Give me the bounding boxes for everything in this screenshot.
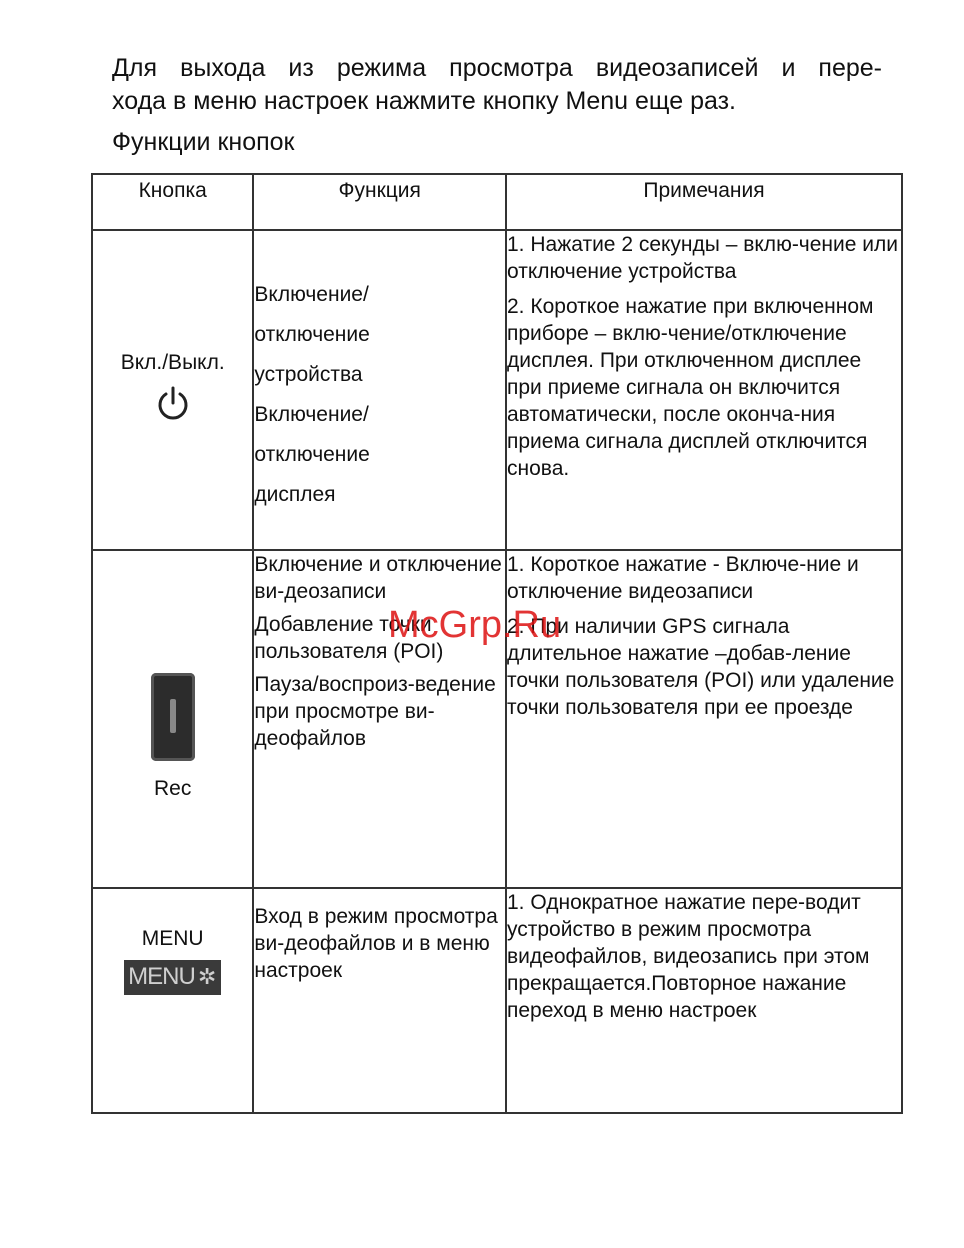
function-item: Вход в режим просмотра ви-деофайлов и в меню настроек bbox=[254, 905, 498, 982]
power-functions-cell bbox=[253, 230, 506, 550]
function-item: Пауза/воспроиз-ведение при просмотре ви-деофайлов bbox=[254, 673, 496, 750]
header-function: Функция bbox=[253, 174, 506, 230]
menu-notes-cell bbox=[506, 888, 902, 1113]
menu-badge-text: MENU bbox=[128, 963, 195, 990]
menu-functions-cell bbox=[253, 888, 506, 1113]
gear-icon: ✲ bbox=[197, 964, 216, 989]
header-button: Кнопка bbox=[92, 174, 253, 230]
note-item: 1. Короткое нажатие - Включе-ние и отключение видеозаписи bbox=[507, 553, 859, 603]
watermark: McGrp.Ru bbox=[388, 604, 562, 646]
function-item: Добавление точки пользователя (POI) bbox=[254, 613, 444, 663]
note-item: 2. Короткое нажатие при включенном приборе – вклю-чение/отключение дисплея. При отключенном дисплее при приеме сигнала он включится автоматически, после оконча-ния приема сигнала дисплей отключится снова. bbox=[507, 295, 874, 480]
intro-paragraph bbox=[112, 52, 882, 118]
rec-functions-cell bbox=[253, 550, 506, 888]
function-item: Включение и отключение ви-деозаписи bbox=[254, 553, 502, 603]
rec-button-label: Rec bbox=[154, 777, 192, 800]
table-row-power bbox=[92, 230, 902, 550]
function-line: Включение/ bbox=[254, 283, 369, 306]
menu-button-label: MENU bbox=[141, 927, 204, 950]
header-notes: Примечания bbox=[506, 174, 902, 230]
menu-button-cell bbox=[92, 888, 253, 1113]
power-notes-cell bbox=[506, 230, 902, 550]
function-line: устройства bbox=[254, 363, 363, 386]
menu-button-icon bbox=[124, 960, 221, 995]
intro-line-2: хода в меню настроек нажмите кнопку Menu еще раз. bbox=[112, 87, 736, 115]
table-row-rec bbox=[92, 550, 902, 888]
section-title: Функции кнопок bbox=[112, 128, 295, 156]
function-line: Включение/ bbox=[254, 403, 369, 426]
intro-line-1: Для выхода из режима просмотра видеозаписей и пере- bbox=[112, 54, 882, 82]
function-line: отключение bbox=[254, 323, 370, 346]
rec-button-cell bbox=[92, 550, 253, 888]
note-item: 1. Нажатие 2 секунды – вклю-чение или отключение устройства bbox=[507, 233, 898, 283]
function-line: отключение bbox=[254, 443, 370, 466]
table-header-row bbox=[92, 174, 902, 230]
table-row-menu bbox=[92, 888, 902, 1113]
button-functions-table bbox=[91, 173, 903, 1114]
note-item: 1. Однократное нажатие пере-водит устройство в режим просмотра видеофайлов, видеозапись при этом прекращается.Повторное нажание переход в меню настроек bbox=[507, 891, 870, 1022]
function-line: дисплея bbox=[254, 483, 336, 506]
power-icon bbox=[156, 386, 190, 422]
rec-notes-cell bbox=[506, 550, 902, 888]
note-item: 2. При наличии GPS сигнала длительное нажатие –добав-ление точки пользователя (POI) или удаление точки пользователя при ее проезде bbox=[507, 615, 895, 719]
power-button-cell bbox=[92, 230, 253, 550]
power-button-label: Вкл./Выкл. bbox=[120, 351, 225, 374]
rec-button-icon bbox=[151, 673, 195, 761]
